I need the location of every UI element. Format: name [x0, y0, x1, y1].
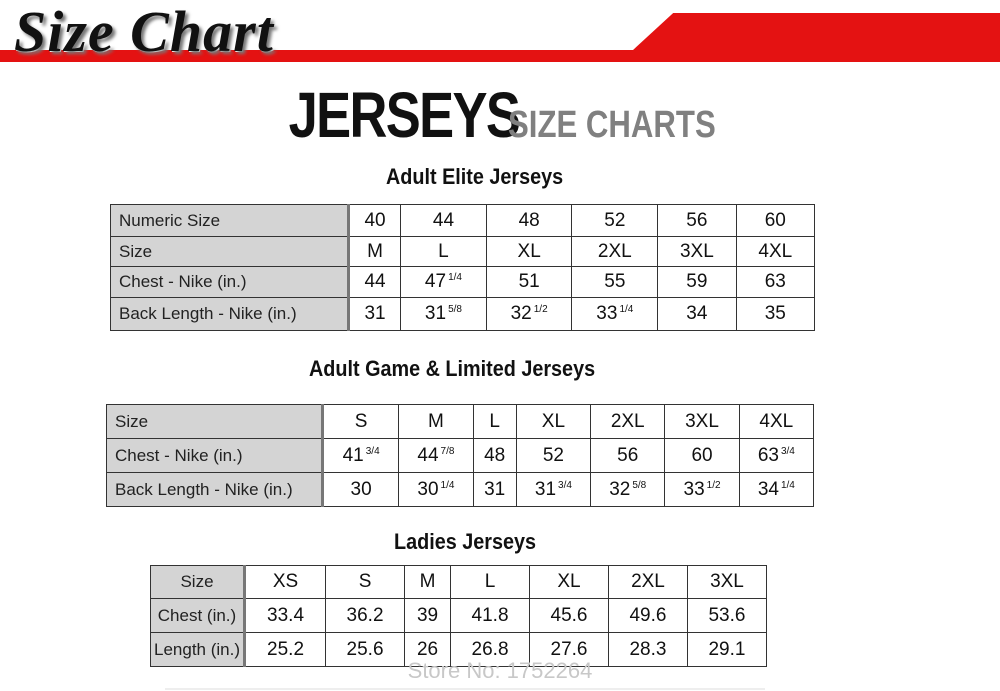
table-cell	[473, 473, 516, 507]
row-label: Size	[111, 237, 349, 267]
table-cell	[739, 473, 813, 507]
cell-value: 44	[417, 444, 439, 466]
table-cell	[323, 405, 399, 439]
table-cell	[572, 205, 658, 237]
table-cell	[326, 566, 405, 599]
cell-value: XS	[272, 571, 299, 592]
table-cell	[608, 599, 687, 633]
table-cell	[451, 566, 530, 599]
table-cell	[473, 405, 516, 439]
cell-fraction: 7/8	[440, 445, 455, 457]
game-table	[106, 404, 814, 507]
table-cell	[658, 298, 736, 331]
cell-value: XL	[517, 240, 541, 262]
row-label: Numeric Size	[111, 205, 349, 237]
table-row	[107, 405, 814, 439]
cell-fraction: 3/4	[558, 479, 572, 491]
table-row	[111, 298, 815, 331]
table-cell	[401, 237, 487, 267]
row-label: Back Length - Nike (in.)	[111, 298, 349, 331]
cell-value: 48	[518, 209, 540, 231]
cell-fraction: 1/2	[706, 479, 721, 491]
table-cell	[451, 599, 530, 633]
cell-value: 4XL	[758, 240, 793, 262]
elite-title: Adult Elite Jerseys	[386, 164, 564, 189]
row-label: Length (in.)	[151, 633, 245, 667]
table-cell	[665, 473, 739, 507]
table-cell	[473, 439, 516, 473]
cell-value: 48	[484, 444, 506, 466]
table-row	[111, 205, 815, 237]
table-cell	[687, 599, 766, 633]
cell-value: 33.4	[267, 604, 305, 626]
table-cell	[401, 205, 487, 237]
cell-value: L	[489, 410, 500, 432]
table-cell	[736, 237, 814, 267]
table-cell	[739, 405, 813, 439]
cell-fraction: 3/4	[365, 445, 380, 457]
table-cell	[572, 237, 658, 267]
cell-value: 34	[686, 303, 708, 324]
cell-value: 2XL	[597, 240, 632, 262]
table-cell	[401, 298, 487, 331]
table-cell	[326, 599, 405, 633]
cell-value: L	[438, 240, 449, 262]
table-cell	[405, 566, 451, 599]
cell-value: M	[427, 410, 444, 432]
table-cell	[736, 267, 814, 298]
cell-value: 53.6	[708, 604, 746, 626]
cell-value: 30	[417, 478, 439, 500]
cell-value: 56	[686, 209, 708, 231]
cell-value: 27.6	[550, 638, 588, 660]
cell-value: 2XL	[631, 571, 665, 592]
cell-value: 31	[534, 478, 557, 500]
table-cell	[516, 405, 590, 439]
table-cell	[349, 267, 401, 298]
table-cell	[399, 473, 473, 507]
cell-value: 51	[518, 271, 540, 292]
table-cell	[591, 439, 665, 473]
elite-table	[110, 204, 815, 331]
table-cell	[405, 599, 451, 633]
cell-value: XL	[557, 571, 581, 592]
cell-value: 44	[432, 209, 455, 231]
cell-value: 60	[691, 444, 713, 466]
cell-value: 35	[764, 303, 786, 324]
footer-divider	[165, 688, 765, 690]
row-label: Chest - Nike (in.)	[107, 439, 323, 473]
cell-value: 30	[350, 478, 372, 500]
table-row	[107, 439, 814, 473]
cell-value: 25.2	[267, 638, 305, 660]
table-cell	[323, 439, 399, 473]
table-cell	[486, 298, 572, 331]
cell-value: M	[419, 571, 436, 592]
table-row	[111, 237, 815, 267]
table-row	[107, 473, 814, 507]
banner-title: Size Chart	[14, 0, 274, 64]
cell-fraction: 5/8	[632, 479, 647, 491]
cell-value: 2XL	[610, 410, 645, 432]
cell-value: 45.6	[550, 604, 588, 626]
table-cell	[486, 267, 572, 298]
cell-value: M	[367, 240, 383, 262]
cell-value: 55	[604, 271, 626, 292]
table-cell	[658, 205, 736, 237]
table-cell	[399, 439, 473, 473]
table-cell	[516, 473, 590, 507]
cell-value: 36.2	[346, 604, 384, 626]
cell-fraction: 1/4	[780, 479, 795, 491]
table-cell	[739, 439, 813, 473]
cell-value: L	[484, 571, 496, 592]
cell-value: 26	[416, 638, 439, 660]
row-label: Back Length - Nike (in.)	[107, 473, 323, 507]
cell-fraction: 1/4	[448, 272, 462, 283]
cell-value: 33	[596, 303, 618, 324]
cell-value: 33	[683, 478, 705, 500]
heading-jerseys: JERSEYS	[289, 79, 520, 151]
ladies-title: Ladies Jerseys	[394, 529, 537, 554]
table-cell	[401, 267, 487, 298]
cell-value: 60	[764, 209, 786, 231]
table-cell	[572, 267, 658, 298]
cell-fraction: 1/4	[440, 479, 455, 491]
table-cell	[665, 439, 739, 473]
cell-value: 26.8	[471, 638, 509, 660]
cell-value: 25.6	[346, 638, 384, 660]
table-cell	[516, 439, 590, 473]
cell-value: 31	[484, 478, 506, 500]
table-cell	[530, 599, 609, 633]
cell-value: 3XL	[685, 410, 719, 432]
table-cell	[572, 298, 658, 331]
table-cell	[665, 405, 739, 439]
cell-fraction: 5/8	[448, 304, 462, 315]
cell-value: S	[358, 571, 372, 592]
table-cell	[658, 267, 736, 298]
cell-value: 3XL	[710, 571, 744, 592]
cell-fraction: 1/4	[619, 304, 634, 315]
table-cell	[591, 405, 665, 439]
cell-value: 29.1	[708, 638, 746, 660]
page-heading	[0, 78, 1000, 152]
table-cell	[486, 237, 572, 267]
table-cell	[245, 566, 326, 599]
table-row	[151, 566, 767, 599]
table-cell	[736, 298, 814, 331]
cell-value: 41.8	[471, 604, 509, 626]
cell-value: 63	[764, 271, 786, 292]
cell-value: 31	[364, 303, 386, 324]
cell-value: S	[354, 410, 368, 432]
ladies-table	[150, 565, 767, 667]
table-cell	[736, 205, 814, 237]
store-number: Store No: 1752264	[407, 658, 593, 683]
table-cell	[486, 205, 572, 237]
game-title: Adult Game & Limited Jerseys	[309, 356, 596, 381]
cell-fraction: 1/2	[533, 304, 548, 315]
header-banner	[0, 0, 1000, 62]
table-cell	[530, 566, 609, 599]
table-cell	[687, 566, 766, 599]
cell-value: 56	[617, 444, 639, 466]
cell-value: 47	[424, 271, 447, 292]
cell-value: 31	[424, 303, 447, 324]
table-cell	[245, 599, 326, 633]
cell-value: 32	[609, 478, 631, 500]
cell-value: 4XL	[759, 410, 794, 432]
table-row	[151, 599, 767, 633]
heading-size-charts: SIZE CHARTS	[508, 104, 716, 146]
row-label: Chest - Nike (in.)	[111, 267, 349, 298]
cell-value: 52	[542, 444, 564, 466]
row-label: Chest (in.)	[151, 599, 245, 633]
table-cell	[399, 405, 473, 439]
cell-value: 63	[757, 444, 779, 466]
cell-value: 34	[757, 478, 779, 500]
cell-value: 28.3	[629, 638, 667, 660]
table-cell	[591, 473, 665, 507]
cell-value: 52	[604, 209, 626, 231]
cell-value: 39	[416, 604, 439, 626]
table-cell	[349, 205, 401, 237]
table-cell	[608, 566, 687, 599]
cell-fraction: 3/4	[780, 445, 795, 457]
cell-value: 49.6	[629, 604, 667, 626]
row-label: Size	[107, 405, 323, 439]
table-cell	[323, 473, 399, 507]
cell-value: 44	[364, 271, 386, 292]
table-cell	[349, 298, 401, 331]
cell-value: 59	[686, 271, 708, 292]
row-label: Size	[151, 566, 245, 599]
cell-value: 32	[510, 303, 532, 324]
cell-value: XL	[541, 410, 566, 432]
table-cell	[349, 237, 401, 267]
table-cell	[658, 237, 736, 267]
cell-value: 3XL	[679, 240, 714, 262]
cell-value: 40	[364, 209, 386, 231]
table-row	[111, 267, 815, 298]
cell-value: 41	[342, 444, 364, 466]
